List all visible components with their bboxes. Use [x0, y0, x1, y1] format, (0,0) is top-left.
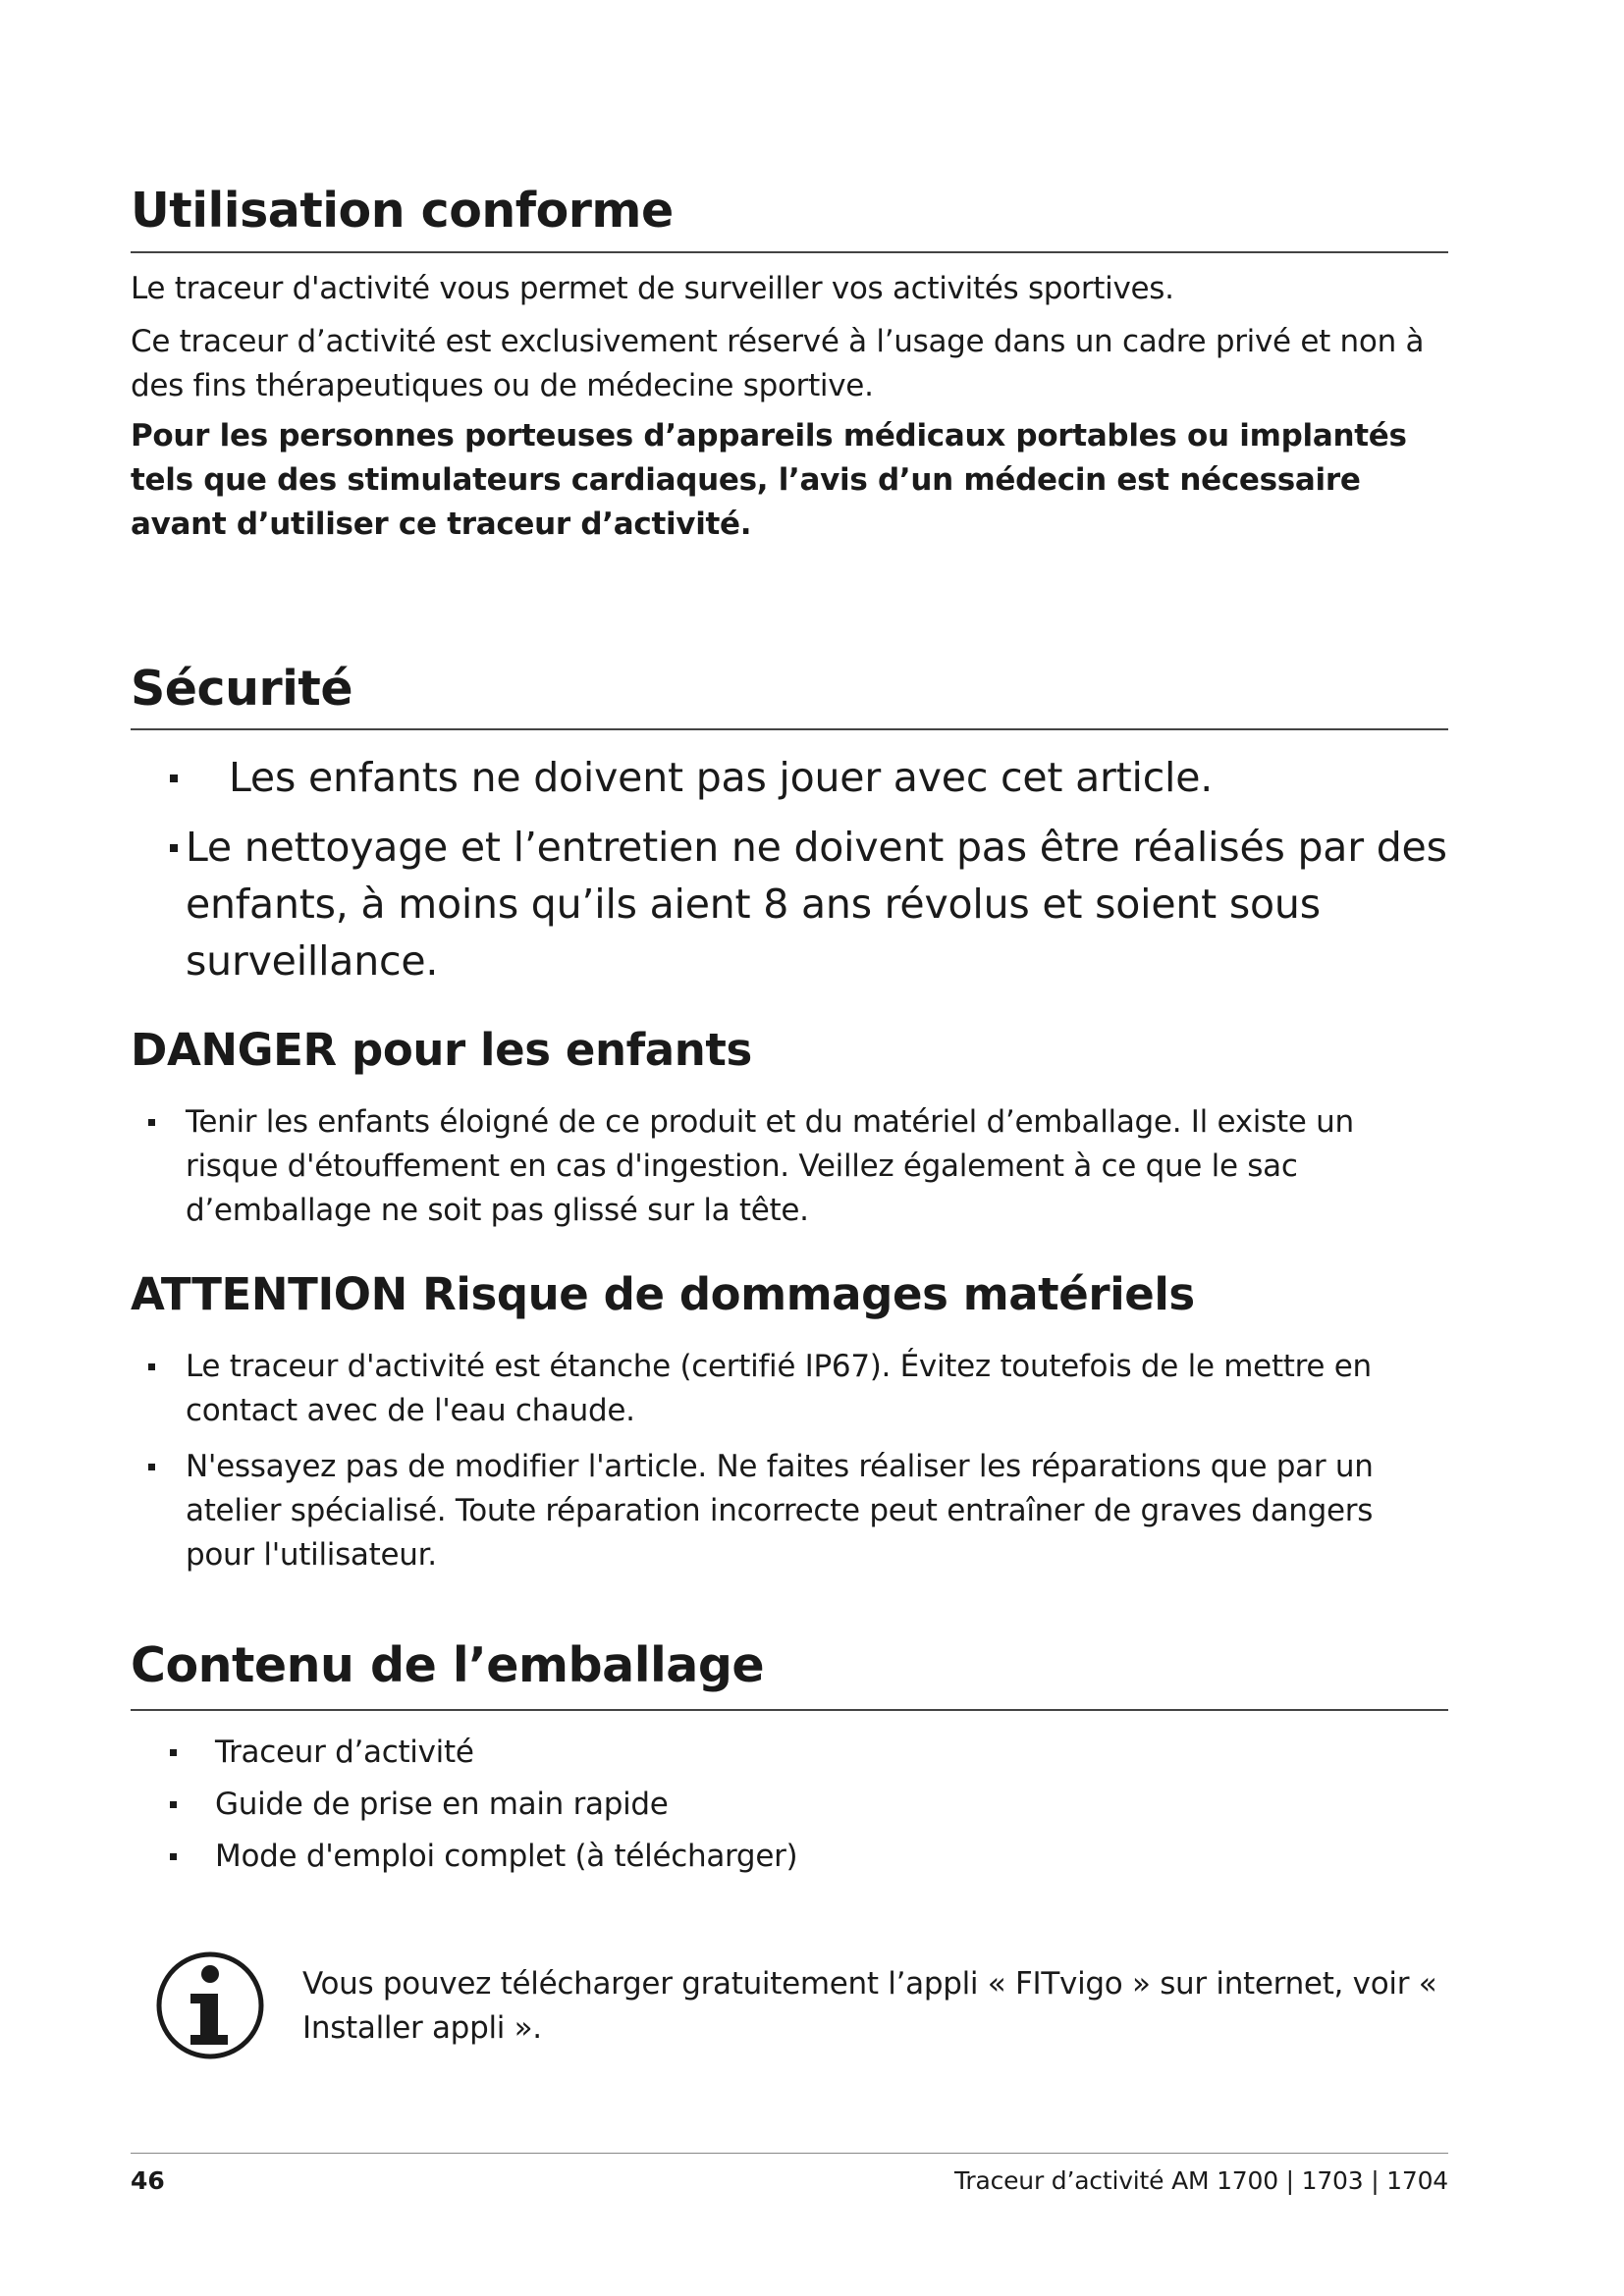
list-item-text: Mode d'emploi complet (à télécharger) [215, 1839, 798, 1874]
attention-list [131, 1345, 1448, 1577]
list-item-text: Le nettoyage et l’entretien ne doivent pas être réalisés par des enfants, à moins qu’ils aient 8 ans révolus et soient sous surveillance. [186, 824, 1447, 985]
bullet-icon [170, 844, 178, 852]
info-note: Vous pouvez télécharger gratuitement l’appli « FITvigo » sur internet, voir « Installer appli ». [302, 1966, 1437, 2046]
list-item-text: Traceur d’activité [215, 1735, 474, 1770]
bullet-icon [148, 1363, 155, 1370]
bullet-icon [148, 1119, 155, 1126]
list-item [131, 1731, 1309, 1783]
section-title-contenu: Contenu de l’emballage [131, 1637, 765, 1693]
list-item-text: N'essayez pas de modifier l'article. Ne faites réaliser les réparations que par un atelier spécialisé. Toute réparation incorrecte peut entraîner de graves dangers pour l'utilisateur. [186, 1449, 1374, 1573]
section-rule [131, 251, 1448, 253]
page-number: 46 [131, 2166, 165, 2195]
list-item-text: Tenir les enfants éloigné de ce produit et du matériel d’emballage. Il existe un risque d'étouffement en cas d'ingestion. Veillez également à ce que le sac d’emballage ne soit pas glissé sur la tête. [186, 1104, 1354, 1228]
list-item-text: Guide de prise en main rapide [215, 1787, 669, 1822]
list-item [131, 1445, 1448, 1577]
list-item [131, 1345, 1448, 1433]
bullet-icon [170, 774, 178, 782]
footer-product-title: Traceur d’activité AM 1700 | 1703 | 1704 [953, 2166, 1448, 2195]
bullet-icon [148, 1464, 155, 1470]
section-rule [131, 728, 1448, 730]
safety-list [131, 749, 1448, 989]
list-item [131, 1783, 1309, 1835]
danger-list [131, 1100, 1448, 1233]
list-item [131, 1100, 1448, 1233]
subsection-title-attention: ATTENTION Risque de dommages matériels [131, 1268, 1195, 1320]
section-title-utilisation: Utilisation conforme [131, 183, 674, 239]
section-rule [131, 1709, 1448, 1711]
list-item [131, 819, 1448, 989]
section-title-securite: Sécurité [131, 661, 353, 717]
bullet-icon [170, 1801, 177, 1808]
bullet-icon [170, 1853, 177, 1860]
info-icon [155, 1950, 265, 2060]
list-item [131, 1835, 1309, 1887]
package-contents-list [131, 1731, 1309, 1887]
list-item: Les enfants ne doivent pas jouer avec cet article. [131, 749, 1448, 806]
bullet-icon [170, 1749, 177, 1756]
subsection-title-danger: DANGER pour les enfants [131, 1024, 752, 1076]
warning-paragraph: Pour les personnes porteuses d’appareils médicaux portables ou implantés tels que des stimulateurs cardiaques, l’avis d’un médecin est nécessaire avant d’utiliser ce traceur d’activité. [131, 418, 1407, 542]
footer-rule [131, 2153, 1448, 2154]
paragraph: Ce traceur d’activité est exclusivement réservé à l’usage dans un cadre privé et non à des fins thérapeutiques ou de médecine sportive. [131, 324, 1425, 403]
paragraph: Le traceur d'activité vous permet de surveiller vos activités sportives. [131, 271, 1174, 306]
list-item-text: Le traceur d'activité est étanche (certifié IP67). Évitez toutefois de le mettre en contact avec de l'eau chaude. [186, 1349, 1372, 1428]
